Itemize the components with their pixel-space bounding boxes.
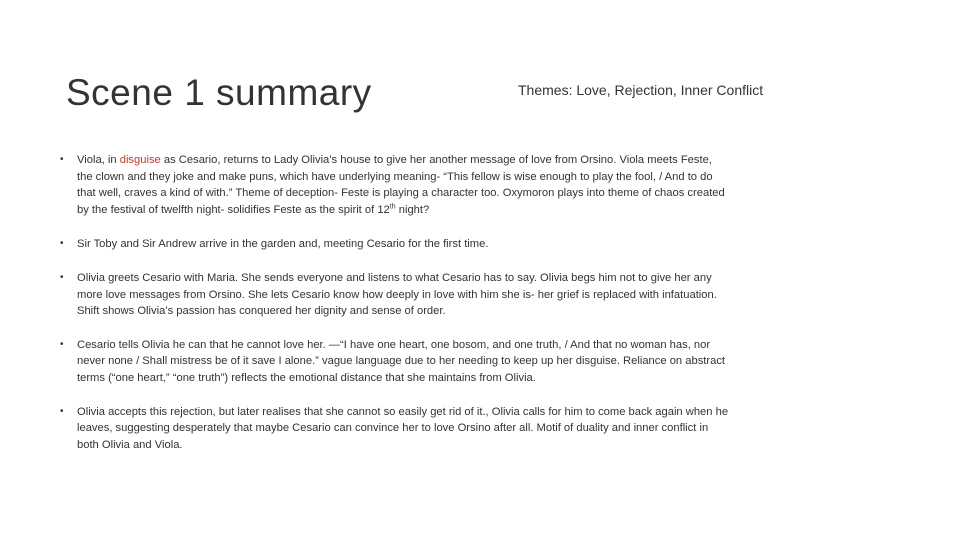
bullet-marker: • xyxy=(60,271,64,283)
superscript: th xyxy=(389,203,396,211)
bullet-item xyxy=(60,236,730,253)
bullet-text: Sir Toby and Sir Andrew arrive in the garden and, meeting Cesario for the first time. xyxy=(77,238,489,251)
slide-title: Scene 1 summary xyxy=(66,72,372,113)
summary-bullet-list xyxy=(60,152,730,453)
bullet-text: Cesario tells Olivia he can that he cannot love her. —“I have one heart, one bosom, and one truth, / And that no woman has, nor never none / Shall mistress be of it save I alone.” vague language due to her needing to keep up her disguise. Reliance on abstract terms (“one heart,” “one truth”) reflects the emotional distance that she maintains from Olivia. xyxy=(77,338,726,384)
bullet-marker: • xyxy=(60,405,64,417)
bullet-item xyxy=(60,270,730,320)
bullet-marker: • xyxy=(60,338,64,350)
bullet-marker: • xyxy=(60,154,64,165)
highlighted-word: disguise xyxy=(119,154,161,166)
bullet-text: Olivia accepts this rejection, but later realises that she cannot so easily get rid of it., Olivia calls for him to come back again when he leaves, suggesting desperately that maybe Cesario can convince her to love Orsino after all. Motif of duality and inner conflict in both Olivia and Viola. xyxy=(77,405,729,451)
bullet-item xyxy=(60,404,730,454)
bullet-item xyxy=(60,337,730,387)
bullet-marker: • xyxy=(60,238,64,250)
bullet-text: Viola, in disguise as Cesario, returns to Lady Olivia’s house to give her another message of love from Orsino. Viola meets Feste, the clown and they joke and make puns, which have underlying meaning- “This fellow is wise enough to play the fool, / And to do that well, craves a kind of with.” Theme of deception- Feste is playing a character too. Oxymoron plays into theme of chaos created by the festival of twelfth night- solidifies Feste as the spirit of 12th night? xyxy=(77,154,725,216)
themes-heading: Themes: Love, Rejection, Inner Conflict xyxy=(518,82,764,98)
bullet-text: Olivia greets Cesario with Maria. She sends everyone and listens to what Cesario has to say. Olivia begs him not to give her any more love messages from Orsino. She lets Cesario know how deeply in love with him she is- her grief is replaced with infatuation. Shift shows Olivia’s passion has conquered her dignity and sense of order. xyxy=(77,271,717,318)
bullet-item xyxy=(60,152,730,218)
